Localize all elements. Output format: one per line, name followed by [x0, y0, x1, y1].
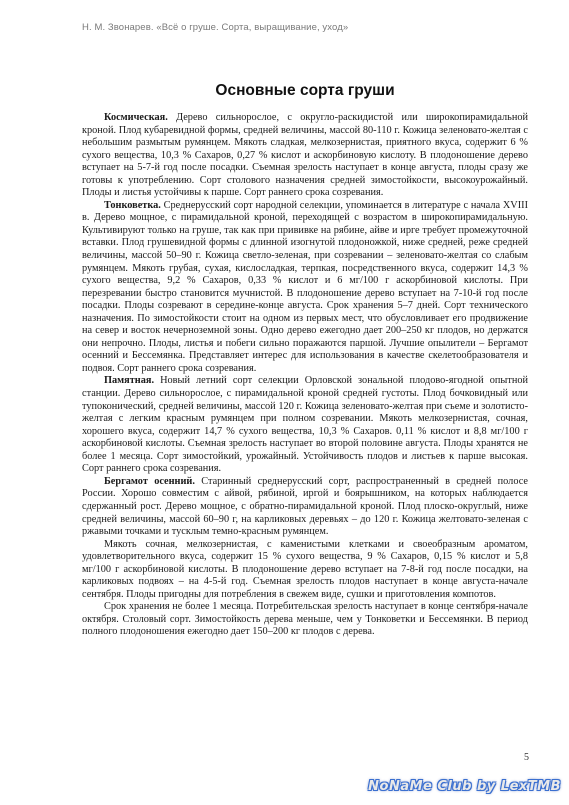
paragraph-bergamot: [82, 476, 528, 539]
paragraph-pamyatnaya: [82, 375, 528, 475]
paragraph-kosmicheskaya: [82, 112, 528, 200]
running-head: Н. М. Звонарев. «Всё о груше. Сорта, выращивание, уход»: [82, 22, 349, 33]
paragraph-text: Среднерусский сорт народной селекции, упоминается в литературе с начала XVIII в. Дерево мощное, с пирамидальной кроной, переходящей с возрастом в широкопирамидальную. Культивируют только на груше, так как при прививке на рябине, айве и ирге требует промежуточной вставки. Плод грушевидной формы с длинной изогнутой плодоножкой, ниже средней, реже средней величины, массой 50–90 г. Кожица светло-зеленая, при созревании – зеленовато-желтая со слабым румянцем. Мякоть грубая, сухая, кислосладкая, терпкая, посредственного вкуса, содержит 14,3 % сухого вещества, 9,2 % Сахаров, 0,33 % кислот и 6 мг/100 г аскорбиновой кислоты. При перезревании быстро становится мучнистой. В плодоношение дерево вступает на 7-10-й год после посадки. Плоды созревают в середине-конце августа. Срок хранения 5–7 дней. Сорт технического назначения. По зимостойкости стоит на одном из первых мест, что обусловливает его продвижение на север и восток нечерноземной зоны. Одно дерево ежегодно дает 200–250 кг плодов, но держатся они непрочно. Плоды, листья и побеги сильно поражаются паршой. Лучшие опылители – Бергамот осенний и Бессемянка. Представляет интерес для использования в качестве скелетообразователя и подвоя. Сорт раннего срока созревания.: [82, 199, 528, 374]
paragraph-bergamot-storage: [82, 601, 528, 639]
paragraph-text: Старинный среднерусский сорт, распространенный в средней полосе России. Хорошо совместим с айвой, рябиной, иргой и боярышником, на которых наблюдается сдержанный рост. Дерево мощное, с обратно-пирамидальной кроной. Плод плоско-округлый, ниже средней величины, массой 60–90 г, на карликовых деревьях – до 120 г. Кожица желтовато-зеленая с ржавыми точками и тусклым темно-красным румянцем.: [82, 475, 528, 538]
variety-name: Бергамот осенний.: [104, 475, 195, 487]
variety-name: Памятная.: [104, 375, 155, 387]
watermark-logo: NoNaMe Club by LexTMB: [368, 779, 561, 794]
variety-name: Тонковетка.: [104, 199, 161, 211]
paragraph-bergamot-flesh: [82, 539, 528, 602]
paragraph-text: Дерево сильнорослое, с округло-раскидистой или широкопирамидальной кроной. Плод кубаревидной формы, средней величины, массой 80-110 г. Кожица зеленовато-желтая с небольшим размытым румянцем. Мякоть сладкая, мелкозернистая, приятного вкуса, содержит 6 % сухого вещества, 10,3 % Сахаров, 0,27 % кислот и аскорбиновую кислоту. В плодоношение дерево вступает на 5-7-й год после посадки. Съемная зрелость наступает в конце августа, плоды сразу же готовы к употреблению. Сорт столового назначения средней зимостойкости, высокоурожайный. Плоды и листья устойчивы к парше. Сорт раннего срока созревания.: [82, 112, 528, 199]
body-text: [82, 112, 528, 639]
paragraph-tonkovetka: [82, 200, 528, 376]
page-title: Основные сорта груши: [215, 82, 395, 99]
paragraph-text: Новый летний сорт селекции Орловской зональной плодово-ягодной опытной станции. Дерево сильнорослое, с пирамидальной кроной средней густоты. Плод бочковидный или тупоконический, средней величины, массой 120 г. Кожица зеленовато-желтая при съеме и золотисто-желтая с легким красным румянцем при полном созревании. Мякоть мелкозернистая, сочная, хорошего вкуса, содержит 14,7 % сухого вещества, 10,3 % Сахаров. 0,11 % кислот и 8,8 мг/100 г аскорбиновой кислоты. Съемная зрелость наступает во второй половине августа. Плоды хранятся не более 1 месяца. Сорт зимостойкий, урожайный. Устойчивость плодов и листьев к парше высокая. Сорт раннего срока созревания.: [82, 375, 528, 475]
page-number: 5: [524, 752, 529, 763]
variety-name: Космическая.: [104, 112, 168, 123]
paragraph-text: Срок хранения не более 1 месяца. Потребительская зрелость наступает в конце сентября-начале октября. Столовый сорт. Зимостойкость дерева меньше, чем у Тонковетки и Бессемянки. В период полного плодоношения ежегодно дает 150–200 кг плодов с дерева.: [82, 601, 528, 638]
paragraph-text: Мякоть сочная, мелкозернистая, с каменистыми клетками и своеобразным ароматом, удовлетворительного вкуса, содержит 15 % сухого вещества, 9 % Сахаров, 0,15 % кислот и 5,8 мг/100 г аскорбиновой кислоты. В плодоношение дерево вступает на 7-8-й год после посадки, на карликовых подвоях – на 4-5-й год. Съемная зрелость плодов наступает в конце августа-начале сентября. Плоды пригодны для потребления в свежем виде, сушки и приготовления компотов.: [82, 538, 528, 600]
